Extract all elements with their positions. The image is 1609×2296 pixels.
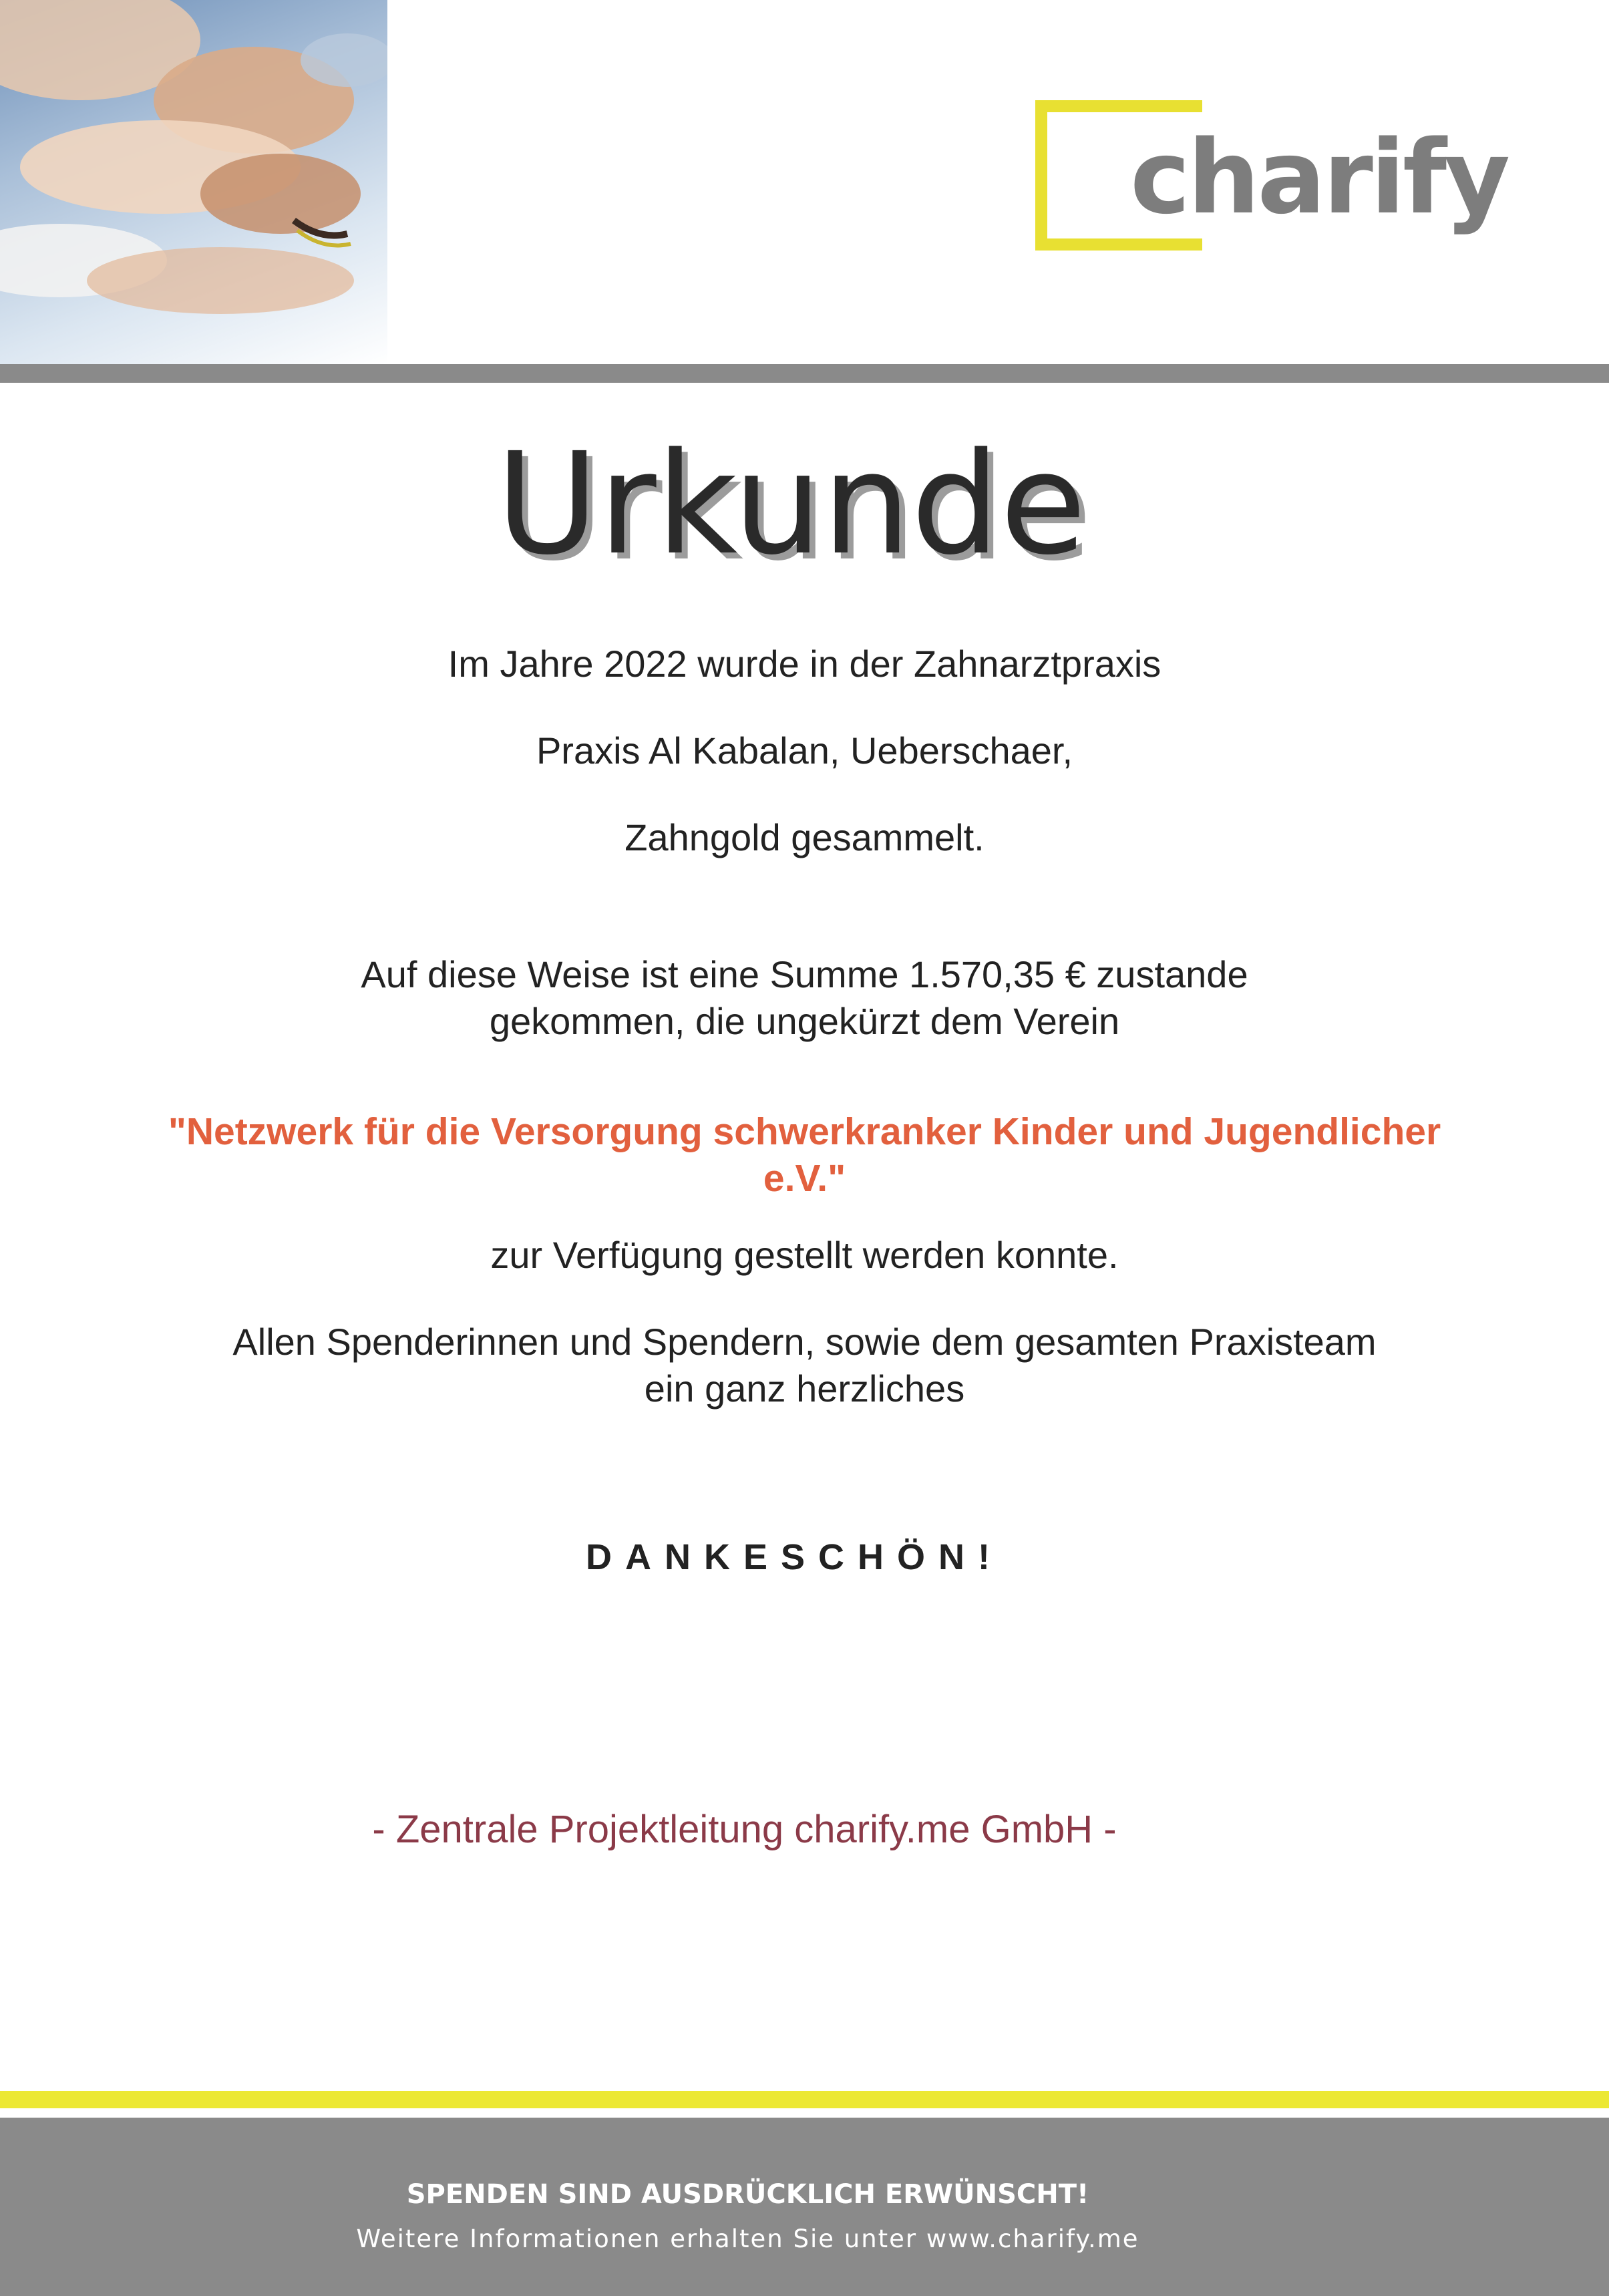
collection-line: Zahngold gesammelt.: [624, 816, 985, 858]
footer-headline: SPENDEN SIND AUSDRÜCKLICH ERWÜNSCHT!: [406, 2179, 1089, 2210]
logo-wordmark: charify: [1130, 118, 1508, 236]
logo-frame-bottom: [1035, 238, 1202, 251]
logo-frame: [1035, 100, 1145, 251]
amount-line-2: gekommen, die ungekürzt dem Verein: [489, 1000, 1120, 1042]
intro-line: Im Jahre 2022 wurde in der Zahnarztpraxis: [448, 643, 1161, 685]
thanks-line-2: ein ganz herzliches: [644, 1367, 965, 1410]
logo-frame-top: [1035, 100, 1202, 112]
certificate-title: Urkunde: [496, 422, 1087, 586]
provided-line: zur Verfügung gestellt werden konnte.: [490, 1234, 1119, 1276]
signature-line: - Zentrale Projektleitung charify.me GmbH -: [372, 1808, 1117, 1851]
amount-line-1: Auf diese Weise ist eine Summe 1.570,35 € zustande: [361, 953, 1248, 995]
thanks-line-1: Allen Spenderinnen und Spendern, sowie dem gesamten Praxisteam: [232, 1321, 1377, 1363]
organization-name-line-2: e.V.": [763, 1157, 846, 1200]
header-divider: [0, 364, 1609, 383]
header-photo: [0, 0, 387, 364]
footer-info: Weitere Informationen erhalten Sie unter www.charify.me: [356, 2225, 1139, 2253]
stacked-hands-image: [0, 0, 387, 364]
footer-accent-line: [0, 2091, 1609, 2108]
closing-thanks: DANKESCHÖN!: [586, 1537, 1003, 1577]
footer-bar: [0, 2118, 1609, 2296]
practice-name: Praxis Al Kabalan, Ueberschaer,: [536, 729, 1073, 772]
organization-name-line-1: "Netzwerk für die Versorgung schwerkranker Kinder und Jugendlicher: [168, 1110, 1441, 1153]
charify-logo: [1035, 100, 1508, 267]
